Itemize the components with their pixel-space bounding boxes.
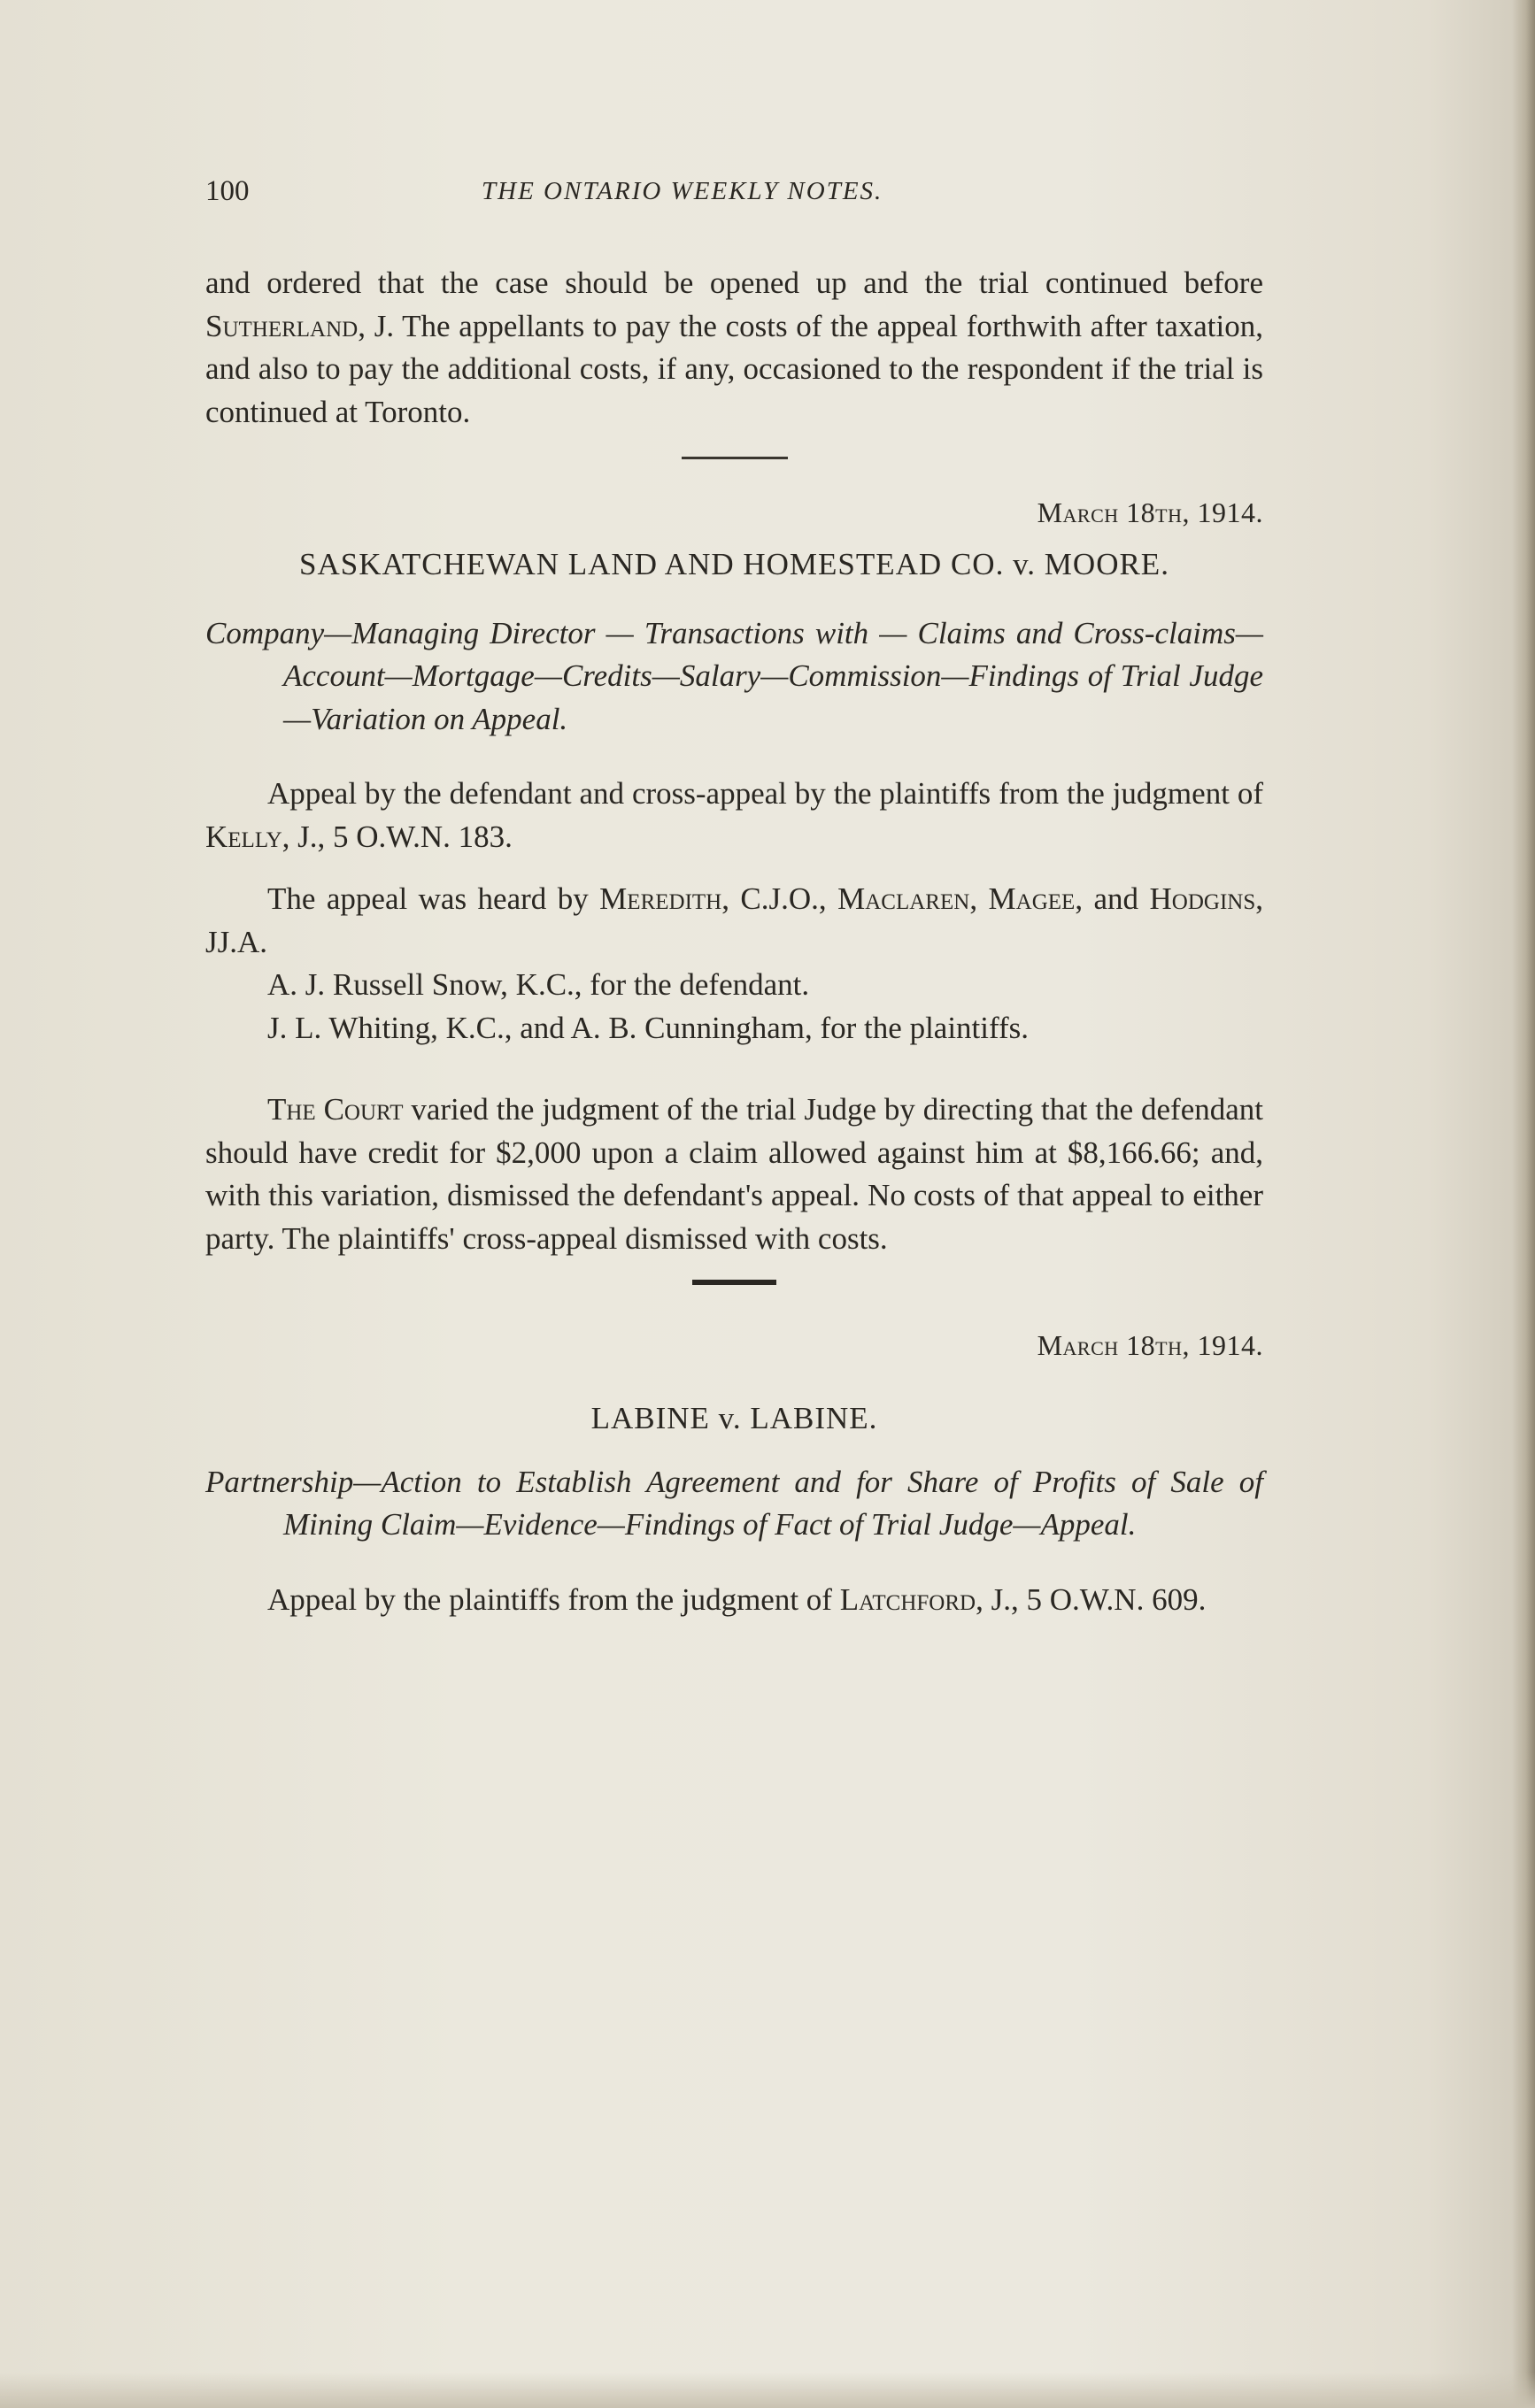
page-spine-shadow <box>1512 0 1535 2408</box>
case1-headnote <box>205 612 1263 742</box>
case1-heard-sep3: , and <box>1075 881 1150 916</box>
case2-date <box>205 1324 1263 1367</box>
case1-date <box>205 491 1263 535</box>
case1-counsel-defendant: A. J. Russell Snow, K.C., for the defendant. <box>267 967 810 1002</box>
case2-headnote-text: Partnership—Action to Establish Agreement and for Share of Profits of Sale of Mining Claim—Evidence—Findings of Fact of Trial Judge—Appeal. <box>205 1464 1263 1542</box>
case1-heard-sep1: , C.J.O., <box>721 881 838 916</box>
court-label: The Court <box>267 1092 404 1127</box>
case1-judgment-text: varied the judgment of the trial Judge by directing that the defendant should have credit for $2,000 upon a claim allowed against him at $8,166.66; and, with this variation, dismissed the defendant's appeal. No costs of that appeal to either party. The plaintiffs' cross-appeal dismissed with costs. <box>205 1092 1263 1256</box>
running-head <box>205 175 1285 214</box>
case1-judge-meredith: Meredith <box>599 881 722 916</box>
page-number: 100 <box>205 175 250 207</box>
case1-judge-maclaren: Maclaren <box>837 881 970 916</box>
case1-date-text: March 18th, 1914. <box>1037 496 1263 528</box>
case2-headnote <box>205 1461 1263 1547</box>
case2-appeal-citation: , J., 5 O.W.N. 609. <box>976 1581 1207 1617</box>
case2-appeal-judge: Latchford <box>839 1581 976 1617</box>
case1-counsel-plaintiffs: J. L. Whiting, K.C., and A. B. Cunningham, for the plaintiffs. <box>267 1010 1030 1045</box>
case1-headnote-text: Company—Managing Director — Transactions with — Claims and Cross-claims—Account—Mortgage—Credits—Salary—Commission—Findings of Trial Judge—Variation on Appeal. <box>205 615 1263 736</box>
continuation-paragraph <box>205 262 1263 434</box>
case1-appeal-paragraph <box>205 773 1263 858</box>
judge-name: Sutherland <box>205 308 359 343</box>
case1-heard-paragraph <box>205 878 1263 964</box>
case-divider <box>692 1280 776 1285</box>
case1-appeal-citation: , J., 5 O.W.N. 183. <box>282 819 513 854</box>
case1-appeal-judge: Kelly <box>205 819 282 854</box>
case1-judgment-paragraph <box>205 1089 1263 1260</box>
case1-heard-sep2: , <box>969 881 989 916</box>
case1-appeal-text: Appeal by the defendant and cross-appeal by the plaintiffs from the judgment of <box>267 776 1263 811</box>
case2-date-text: March 18th, 1914. <box>1037 1329 1263 1361</box>
page-body <box>205 262 1263 1621</box>
continuation-text: and ordered that the case should be opened up and the trial continued before <box>205 265 1263 300</box>
section-rule <box>682 457 788 459</box>
continuation-text-end: , J. The appellants to pay the costs of the appeal forthwith after taxation, and also to pay the additional costs, if any, occasioned to the respondent if the trial is continued at Toronto. <box>205 308 1263 429</box>
case2-title: LABINE v. LABINE. <box>590 1400 878 1435</box>
case2-appeal-text: Appeal by the plaintiffs from the judgment of <box>267 1581 840 1617</box>
case1-judge-magee: Magee <box>988 881 1076 916</box>
page-bottom-shadow <box>0 2373 1535 2408</box>
case1-heard-end: , JJ.A. <box>205 881 1263 959</box>
case1-heard-text: The appeal was heard by <box>267 881 600 916</box>
case1-title: SASKATCHEWAN LAND AND HOMESTEAD CO. v. MOORE. <box>299 546 1169 581</box>
case2-appeal-paragraph <box>205 1579 1263 1622</box>
journal-title: THE ONTARIO WEEKLY NOTES. <box>482 177 883 205</box>
case1-judge-hodgins: Hodgins <box>1149 881 1256 916</box>
